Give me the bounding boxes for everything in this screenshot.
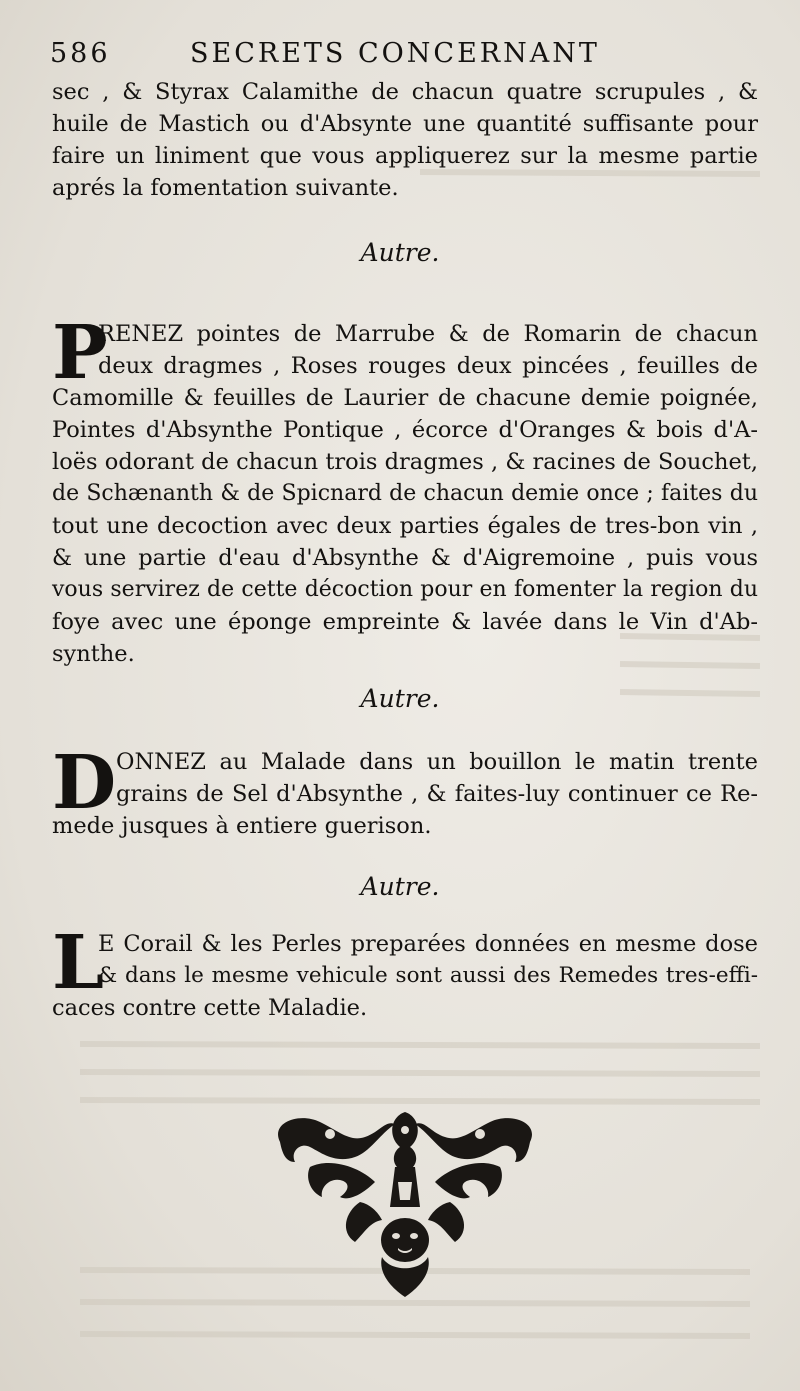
text-line: E Corail & les Perles preparées données en mesme dose (98, 931, 758, 957)
text-line: grains de Sel d'Absynthe , & faites-luy continuer ce Re- (116, 781, 758, 807)
text-line: RENEZ pointes de Marrube & de Romarin de chacun (98, 321, 758, 347)
text-line: synthe. (52, 641, 135, 667)
text-line: tout une decoction avec deux parties égales de tres-bon vin , (52, 513, 758, 539)
page-number: 586 (50, 38, 111, 69)
floral-mask-tailpiece-icon (270, 1112, 540, 1297)
text-line: foye avec une éponge empreinte & lavée dans le Vin d'Ab- (52, 609, 758, 635)
text-line: sec , & Styrax Calamithe de chacun quatre scrupules , & (52, 79, 758, 105)
text-line: loës odorant de chacun trois dragmes , & racines de Souchet, (52, 449, 758, 475)
text-line: deux dragmes , Roses rouges deux pincées , feuilles de (98, 353, 758, 379)
recipe-paragraph (52, 740, 758, 842)
text-line: de Schænanth & de Spicnard de chacun demie once ; faites du (52, 481, 758, 506)
text-line: Pointes d'Absynthe Pontique , écorce d'Oranges & bois d'A- (52, 417, 758, 443)
section-heading: Autre. (360, 684, 440, 713)
text-line: caces contre cette Maladie. (52, 995, 368, 1021)
section-heading: Autre. (360, 238, 440, 267)
drop-cap: D (52, 740, 117, 826)
intro-paragraph (52, 76, 758, 204)
text-line: ONNEZ au Malade dans un bouillon le matin trente (116, 749, 758, 775)
text-line: & une partie d'eau d'Absynthe & d'Aigremoine , puis vous (52, 545, 758, 571)
text-line: aprés la fomentation suivante. (52, 175, 399, 201)
text-line: vous servirez de cette décoction pour en fomenter la region du (52, 577, 758, 602)
text-line: mede jusques à entiere guerison. (52, 813, 432, 839)
recipe-paragraph (52, 310, 758, 670)
text-line: faire un liniment que vous appliquerez sur la mesme partie (52, 143, 758, 169)
drop-cap: L (52, 920, 105, 1006)
text-line: & dans le mesme vehicule sont aussi des Remedes tres-effi- (98, 963, 758, 988)
recipe-paragraph (52, 920, 758, 1024)
running-header (50, 38, 760, 74)
text-line: Camomille & feuilles de Laurier de chacune demie poignée, (52, 385, 758, 411)
section-heading: Autre. (360, 872, 440, 901)
running-title: SECRETS CONCERNANT (190, 38, 600, 69)
text-line: huile de Mastich ou d'Absynte une quantité suffisante pour (52, 111, 758, 137)
drop-cap: P (52, 310, 108, 396)
